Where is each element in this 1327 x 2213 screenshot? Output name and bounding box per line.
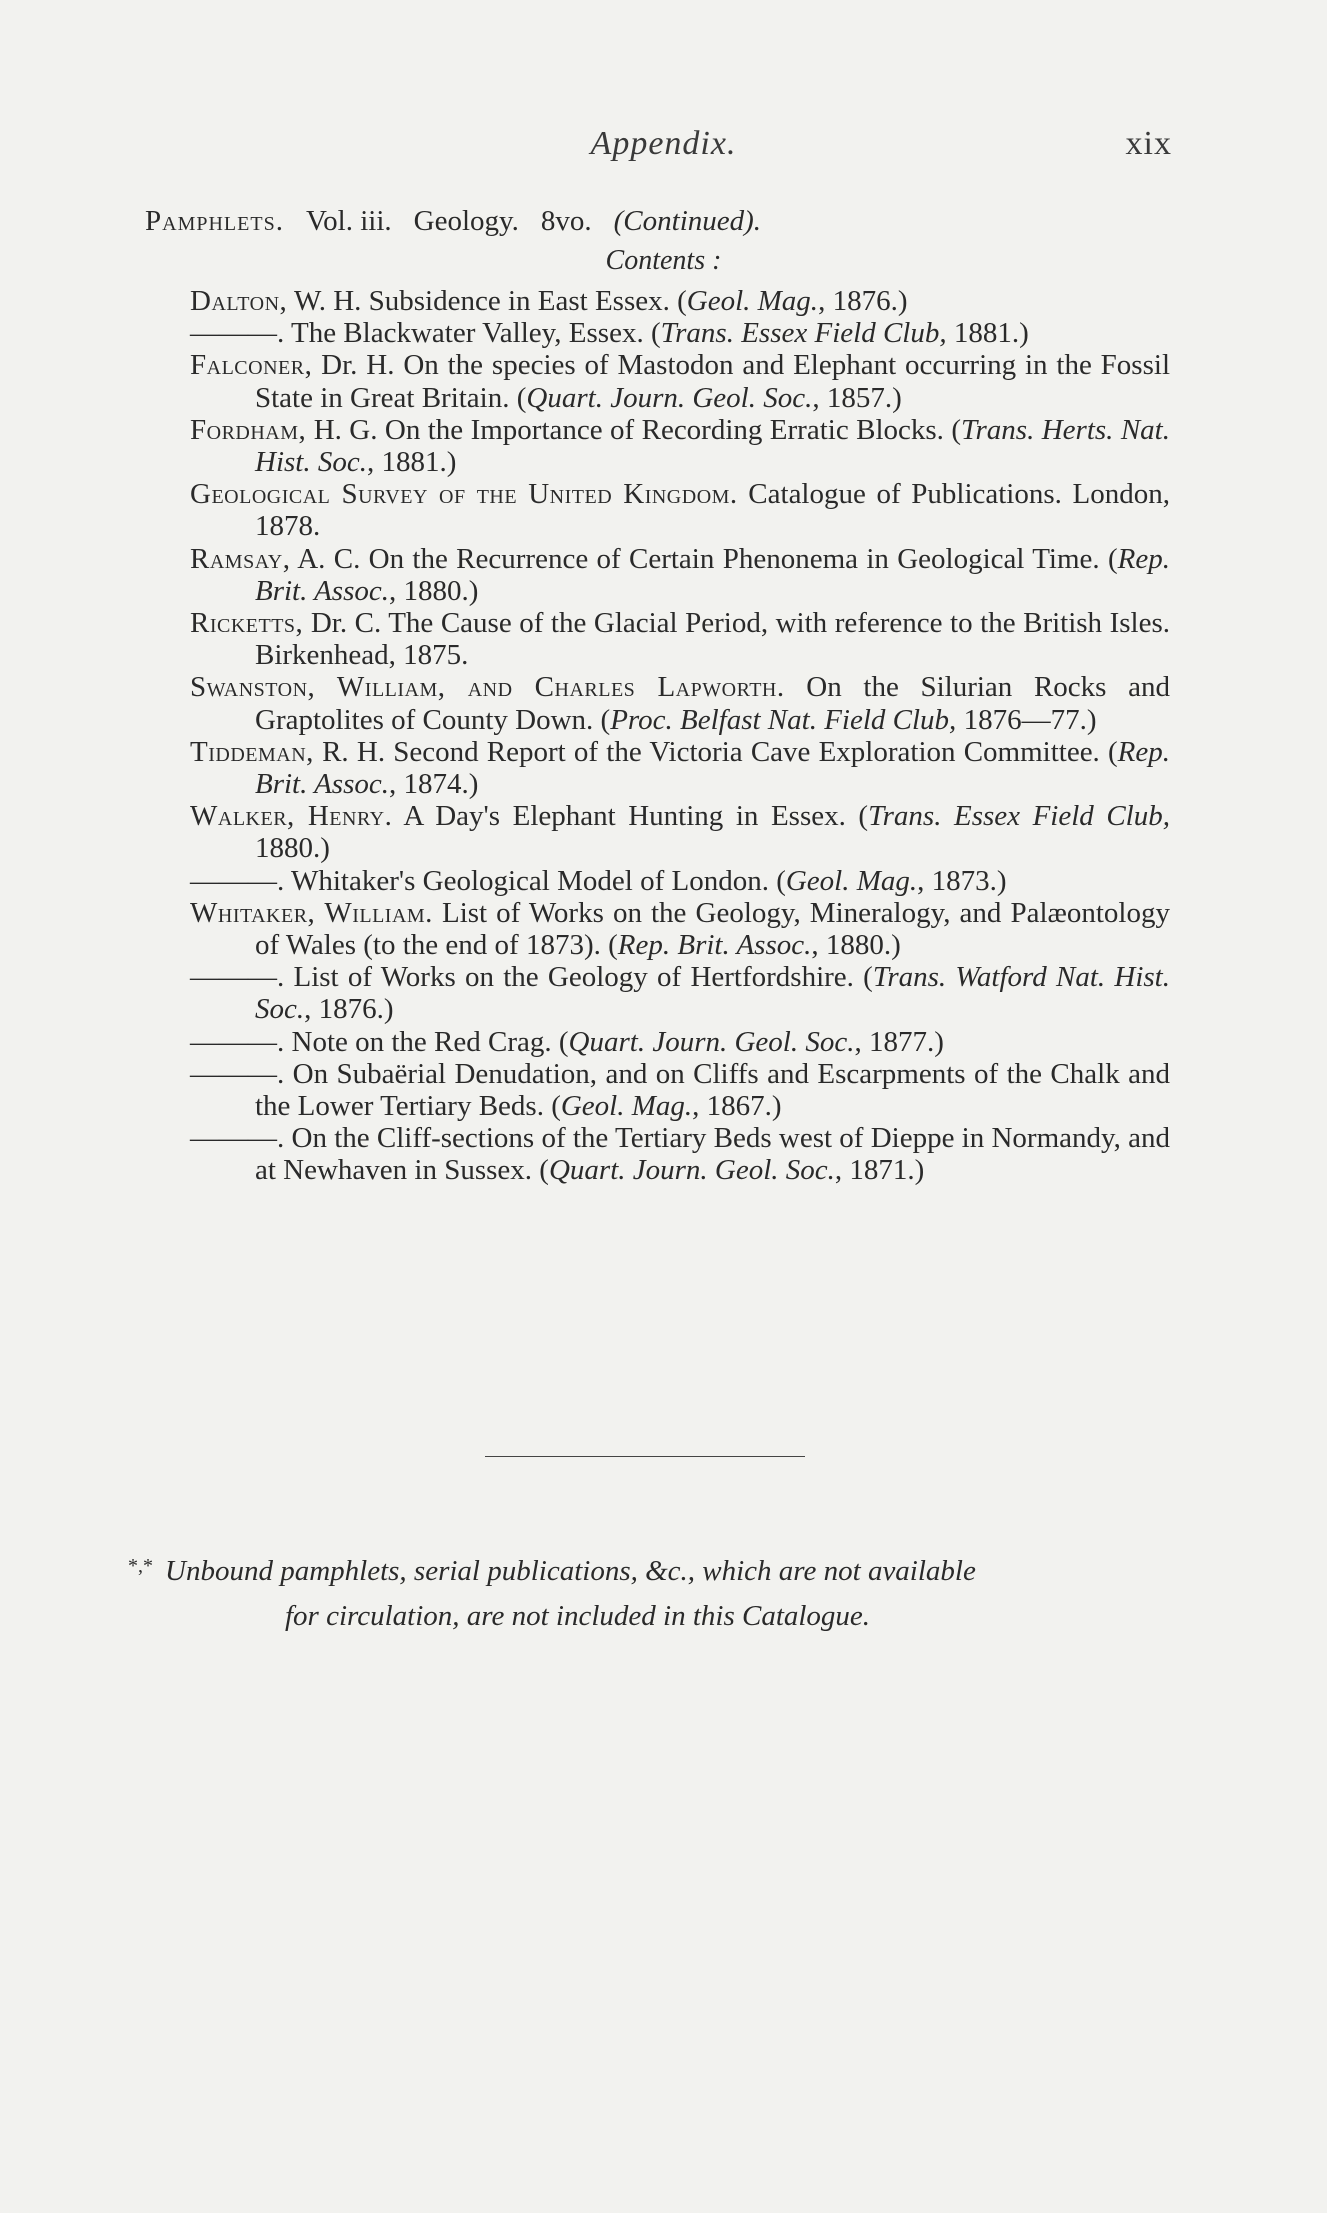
entry-source: Geol. Mag.: [785, 864, 918, 897]
asterism-icon: *,*: [128, 1555, 153, 1577]
entry-title: R. H. Second Report of the Victoria Cave Exploration Committee. (: [313, 735, 1118, 768]
heading-format: 8vo.: [540, 205, 592, 237]
entry-title: A Day's Elephant Hunting in Essex. (: [392, 800, 869, 833]
entry-date: , 1873.): [917, 864, 1007, 897]
heading-subject: Geology.: [413, 205, 519, 237]
footnote: [128, 1550, 1178, 1637]
entry-title: Note on the Red Crag. (: [284, 1025, 569, 1058]
entry-source: Trans. Essex Field Club,: [868, 800, 1170, 833]
entry-source: Trans. Watford Nat. Hist. Soc.: [255, 961, 1170, 1026]
catalogue-entry: [190, 414, 1170, 478]
heading-volume: Vol. iii.: [305, 205, 392, 237]
catalogue-entry: [190, 607, 1170, 671]
catalogue-entry: [190, 1026, 1170, 1058]
entry-source: Rep. Brit. Assoc.: [617, 929, 812, 962]
entry-source: Proc. Belfast Nat. Field Club,: [610, 703, 957, 736]
entry-title: Dr. C. The Cause of the Glacial Period, with reference to the British Isles. Birkenhead, 1875.: [255, 607, 1170, 672]
entry-date: , 1877.): [854, 1025, 944, 1058]
catalogue-entry: [190, 865, 1170, 897]
contents-label: Contents :: [605, 245, 722, 276]
catalogue-entry: [190, 478, 1170, 542]
entry-author: Walker, Henry.: [190, 800, 393, 833]
entry-source: Quart. Journ. Geol. Soc.: [568, 1025, 855, 1058]
entry-author: Ricketts,: [190, 607, 304, 640]
entry-date: , 1876.): [818, 285, 908, 317]
entry-list: [190, 285, 1170, 1187]
entry-author: Dalton,: [190, 285, 288, 317]
catalogue-entry: [190, 800, 1170, 864]
catalogue-entry: [190, 349, 1170, 413]
entry-source: Trans. Herts. Nat. Hist. Soc.: [255, 413, 1170, 479]
entry-date: 1880.): [255, 832, 330, 865]
entry-date: 1881.): [946, 317, 1029, 350]
entry-title: List of Works on the Geology of Hertfordshire. (: [284, 961, 873, 994]
entry-title: A. C. On the Recurrence of Certain Phenonema in Geological Time. (: [290, 542, 1118, 575]
footnote-line-1: [128, 1550, 1178, 1595]
entry-title: On the Cliff-sections of the Tertiary Beds west of Dieppe in Normandy, and at Newhaven in Sussex. (: [255, 1122, 1171, 1187]
entry-source: Geol. Mag.: [686, 285, 819, 317]
entry-date: , 1874.): [389, 768, 479, 801]
catalogue-entry: [190, 543, 1170, 607]
entry-date: , 1857.): [812, 381, 902, 414]
entry-title: W. H. Subsidence in East Essex. (: [287, 285, 687, 317]
entry-author: ———.: [190, 961, 285, 994]
entry-author: Falconer,: [190, 349, 313, 382]
catalogue-entry: [190, 285, 1170, 317]
entry-title: H. G. On the Importance of Recording Erratic Blocks. (: [306, 413, 961, 446]
entry-date: , 1881.): [366, 446, 457, 479]
catalogue-entry: [190, 961, 1170, 1025]
entry-author: ———.: [190, 864, 285, 897]
entry-author: Swanston, William, and Charles Lapworth.: [190, 671, 785, 704]
entry-source: Quart. Journ. Geol. Soc.: [548, 1154, 835, 1187]
heading-continued: (Continued).: [613, 205, 762, 237]
page-number: xix: [1125, 125, 1172, 162]
entry-date: , 1880.): [389, 574, 479, 607]
entry-author: ———.: [190, 317, 285, 350]
catalogue-entry: [190, 671, 1170, 735]
entry-source: Quart. Journ. Geol. Soc.: [526, 381, 813, 414]
catalogue-entry: [190, 1058, 1170, 1122]
entry-title: The Blackwater Valley, Essex. (: [284, 317, 661, 350]
catalogue-entry: [190, 317, 1170, 349]
entry-date: , 1867.): [692, 1090, 782, 1123]
entry-source: Rep. Brit. Assoc.: [255, 735, 1170, 801]
catalogue-entry: [190, 897, 1170, 961]
entry-date: , 1871.): [834, 1154, 925, 1187]
entry-source: Rep. Brit. Assoc.: [255, 542, 1170, 607]
footnote-text-1: Unbound pamphlets, serial publications, &c., which are not available: [165, 1555, 976, 1587]
section-heading: [145, 205, 761, 238]
running-head: [0, 125, 1327, 175]
entry-author: Ramsay,: [190, 542, 291, 575]
entry-date: , 1880.): [811, 929, 901, 962]
divider-rule: [485, 1456, 805, 1457]
entry-source: Geol. Mag.: [560, 1090, 693, 1123]
catalogue-entry: [190, 736, 1170, 800]
entry-author: ———.: [190, 1057, 285, 1090]
entry-date: , 1876.): [304, 993, 394, 1026]
running-head-title: Appendix.: [590, 125, 737, 162]
entry-author: Tiddeman,: [190, 735, 314, 768]
entry-author: Fordham,: [190, 413, 307, 446]
entry-title: Catalogue of Publications. London, 1878.: [255, 478, 1170, 543]
heading-prefix: Pamphlets.: [145, 205, 284, 237]
entry-author: Geological Survey of the United Kingdom.: [190, 478, 738, 511]
entry-author: Whitaker, William.: [190, 896, 433, 929]
entry-title: Whitaker's Geological Model of London. (: [284, 864, 786, 897]
entry-title: On Subaërial Denudation, and on Cliffs and Escarpments of the Chalk and the Lower Tertiary Beds. (: [255, 1057, 1170, 1123]
entry-title: Dr. H. On the species of Mastodon and Elephant occurring in the Fossil State in Great Britain. (: [255, 349, 1170, 414]
entry-author: ———.: [190, 1025, 285, 1058]
entry-author: ———.: [190, 1122, 285, 1155]
entry-title: On the Silurian Rocks and Graptolites of County Down. (: [255, 671, 1170, 736]
entry-title: List of Works on the Geology, Mineralogy, and Palæontology of Wales (to the end of 1873). (: [255, 896, 1170, 962]
entry-date: 1876—77.): [956, 703, 1097, 736]
footnote-line-2: for circulation, are not included in this Catalogue.: [285, 1600, 871, 1632]
catalogue-entry: [190, 1122, 1170, 1186]
entry-source: Trans. Essex Field Club,: [660, 317, 947, 350]
